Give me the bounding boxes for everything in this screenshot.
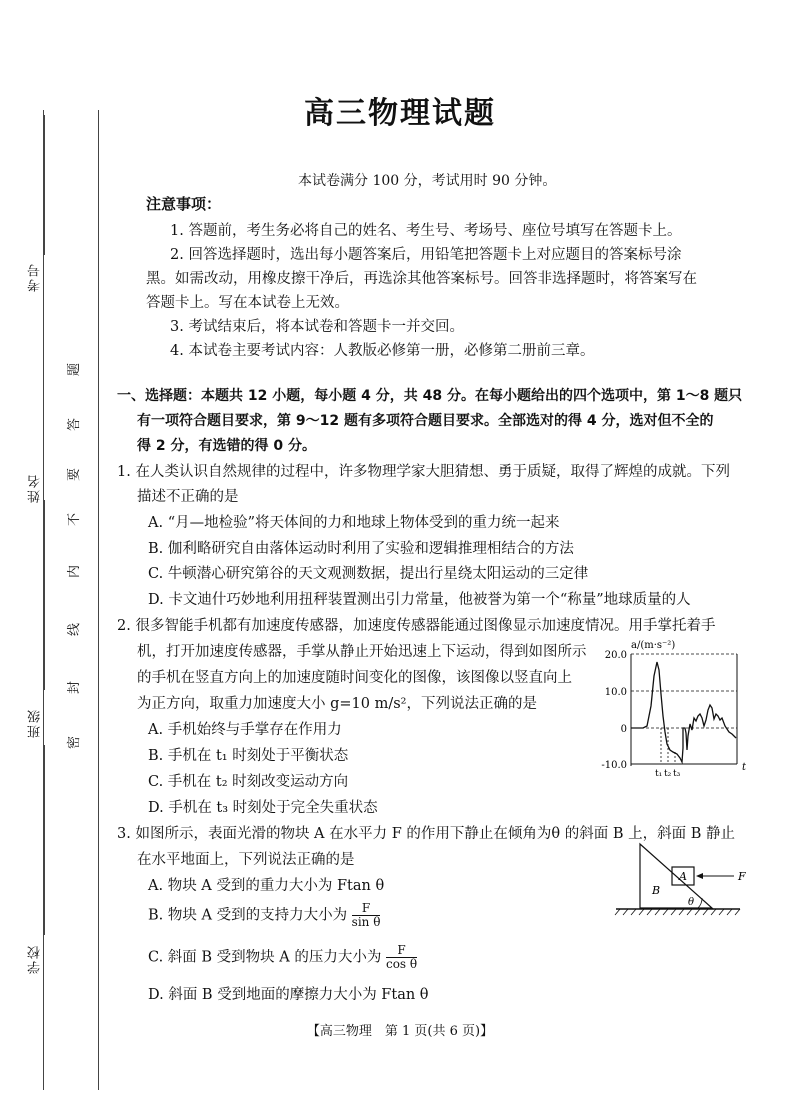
fraction-denominator: sin θ <box>351 915 381 929</box>
label-exam-number: 考号 <box>28 262 43 292</box>
acceleration-graph <box>595 636 760 786</box>
option-b-fraction <box>352 902 381 929</box>
question-1-option: B. 伽利略研究自由落体运动时利用了实验和逻辑推理相结合的方法 <box>148 541 574 557</box>
label-a: A <box>679 870 687 883</box>
option-c-fraction <box>386 944 417 971</box>
note-line: 黑。如需改动，用橡皮擦干净后，再选涂其他答案标号。回答非选择题时，将答案写在 <box>146 271 697 287</box>
angle-arc <box>698 898 702 908</box>
question-3-stem: 3. 如图所示，表面光滑的物块 A 在水平力 F 的作用下静止在倾角为θ 的斜面 B 上，斜面 B 静止 <box>117 826 735 842</box>
question-2-stem: 2. 很多智能手机都有加速度传感器，加速度传感器能通过图像显示加速度情况。用手掌托着手 <box>117 618 716 634</box>
arrowhead <box>696 873 703 879</box>
question-3-option-b <box>148 902 380 929</box>
fraction-numerator: F <box>352 902 381 916</box>
tick-label: 0 <box>620 724 627 735</box>
option-b-text: B. 物块 A 受到的支持力大小为 <box>148 907 348 924</box>
note-line: 1. 答题前，考生务必将自己的姓名、考生号、考场号、座位号填写在答题卡上。 <box>170 223 682 239</box>
section-heading: 有一项符合题目要求，第 9～12 题有多项符合题目要求。全部选对的得 4 分，选对但不全的 <box>137 413 714 429</box>
seal-char: 要 <box>67 467 83 482</box>
name-underline <box>44 500 45 690</box>
binding-line-inner <box>98 110 99 1090</box>
tick-label: -10.0 <box>601 760 627 771</box>
seal-char: 封 <box>67 680 83 695</box>
ground-hatch <box>615 909 740 915</box>
seal-char: 题 <box>67 362 83 377</box>
question-2-option: C. 手机在 t₂ 时刻改变运动方向 <box>148 774 349 790</box>
t-label: t₂ <box>664 769 672 779</box>
exam-number-underline <box>44 115 45 255</box>
question-1-option: C. 牛顿潜心研究第谷的天文观测数据，提出行星绕太阳运动的三定律 <box>148 566 589 582</box>
seal-char: 密 <box>67 735 83 750</box>
t-label: t₁ <box>655 769 663 779</box>
notes-heading: 注意事项： <box>146 195 222 213</box>
question-1-stem: 描述不正确的是 <box>137 489 239 505</box>
label-name: 姓名 <box>28 473 43 503</box>
section-heading: 得 2 分，有选错的得 0 分。 <box>137 438 316 454</box>
question-2-stem: 机，打开加速度传感器，手掌从静止开始迅速上下运动，得到如图所示 <box>137 644 587 660</box>
question-3-option-c <box>148 944 417 971</box>
seal-char: 答 <box>67 417 83 432</box>
page-footer: 【高三物理 第 1 页(共 6 页)】 <box>306 1024 494 1039</box>
seal-char: 线 <box>67 622 83 637</box>
tick-label: 10.0 <box>604 687 627 698</box>
note-line: 3. 考试结束后，将本试卷和答题卡一并交回。 <box>170 319 464 335</box>
acceleration-curve <box>631 662 736 762</box>
question-2-option: D. 手机在 t₃ 时刻处于完全失重状态 <box>148 800 378 816</box>
seal-char: 内 <box>67 564 83 579</box>
t-label: t₃ <box>673 769 681 779</box>
school-underline <box>44 745 45 935</box>
seal-char: 不 <box>67 512 83 527</box>
label-school: 学校 <box>28 944 43 974</box>
graph-ylabel: a/(m·s⁻²) <box>631 640 676 651</box>
note-line: 4. 本试卷主要考试内容：人教版必修第一册，必修第二册前三章。 <box>170 343 595 359</box>
question-2-stem: 的手机在竖直方向上的加速度随时间变化的图像，该图像以竖直向上 <box>137 670 572 686</box>
label-class: 班级 <box>28 708 43 738</box>
label-b: B <box>652 884 661 897</box>
question-3-option-d: D. 斜面 B 受到地面的摩擦力大小为 Ftan θ <box>148 987 429 1003</box>
question-1-option: D. 卡文迪什巧妙地利用扭秤装置测出引力常量，他被誉为第一个“称量”地球质量的人 <box>148 592 691 608</box>
page-title: 高三物理试题 <box>304 96 496 131</box>
label-theta: θ <box>688 897 695 908</box>
question-2-stem: 为正方向，取重力加速度大小 g=10 m/s²，下列说法正确的是 <box>137 696 537 712</box>
note-line: 2. 回答选择题时，选出每小题答案后，用铅笔把答题卡上对应题目的答案标号涂 <box>170 247 682 263</box>
question-1-stem: 1. 在人类认识自然规律的过程中，许多物理学家大胆猜想、勇于质疑，取得了辉煌的成就。下列 <box>117 464 730 480</box>
section-heading: 一、选择题：本题共 12 小题，每小题 4 分，共 48 分。在每小题给出的四个选项中，第 1～8 题只 <box>117 388 743 404</box>
x-axis-label: t <box>742 762 747 773</box>
subtitle: 本试卷满分 100 分，考试用时 90 分钟。 <box>298 173 557 189</box>
question-3-stem: 在水平地面上，下列说法正确的是 <box>137 852 355 868</box>
incline-figure <box>612 842 752 922</box>
question-3-option-a: A. 物块 A 受到的重力大小为 Ftan θ <box>148 878 385 894</box>
question-2-option: A. 手机始终与手掌存在作用力 <box>148 722 342 738</box>
note-line: 答题卡上。写在本试卷上无效。 <box>146 295 349 311</box>
option-c-text: C. 斜面 B 受到物块 A 的压力大小为 <box>148 949 382 966</box>
tick-label: 20.0 <box>604 650 627 661</box>
question-1-option: A. “月—地检验”将天体间的力和地球上物体受到的重力统一起来 <box>148 515 560 531</box>
question-2-option: B. 手机在 t₁ 时刻处于平衡状态 <box>148 748 349 764</box>
fraction-numerator: F <box>386 944 417 958</box>
label-f: F <box>738 870 746 883</box>
fraction-denominator: cos θ <box>385 957 418 971</box>
